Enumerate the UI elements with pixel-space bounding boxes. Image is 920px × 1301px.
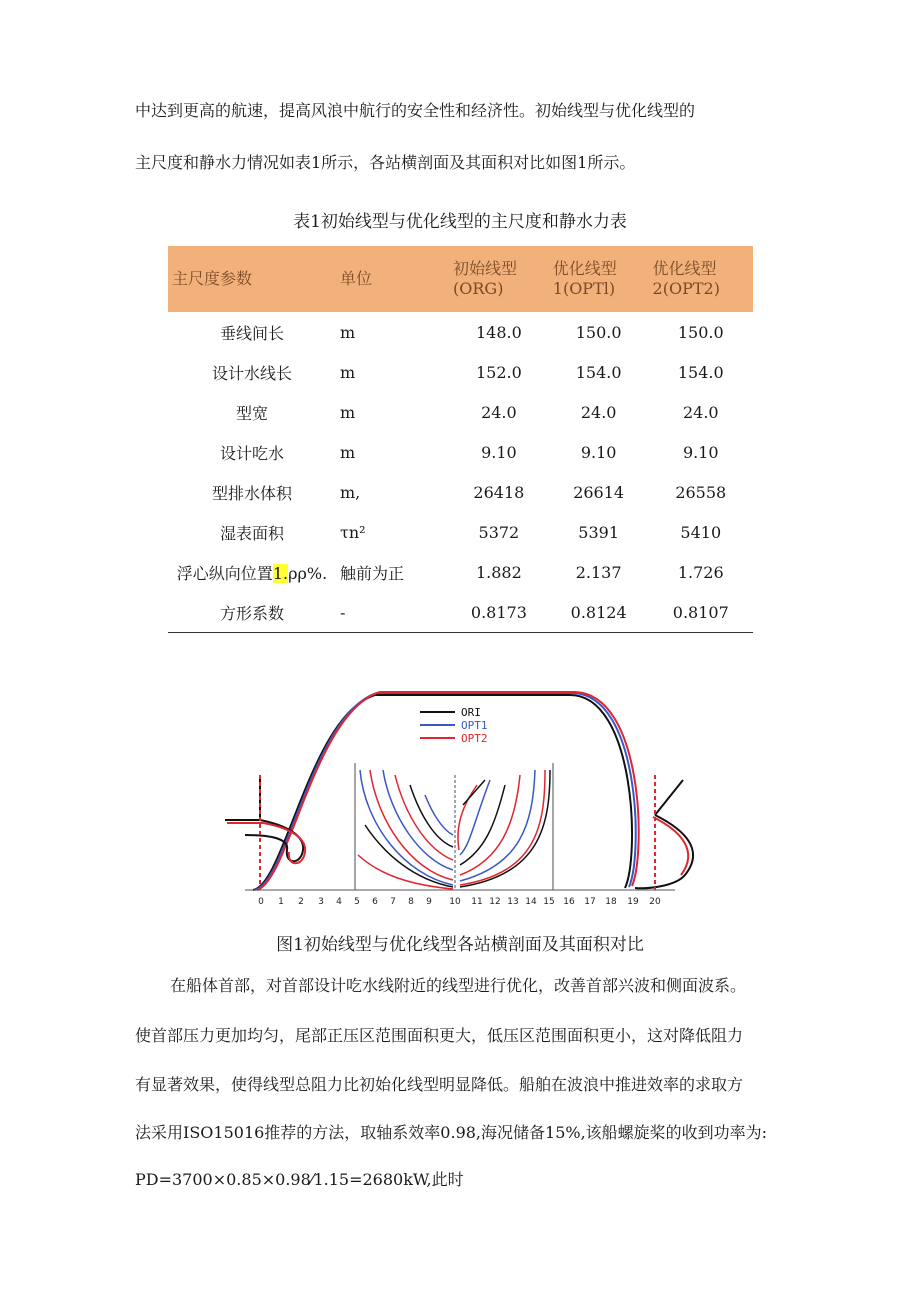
row-opt2: 154.0 (677, 362, 724, 382)
highlighted-text: 1. (272, 563, 289, 583)
row-opt1: 154.0 (575, 362, 622, 382)
table-caption: 表1初始线型与优化线型的主尺度和静水力表 (293, 212, 627, 232)
legend-opt2: OPT2 (461, 732, 488, 745)
row-org: 152.0 (475, 362, 522, 382)
station-label: 12 (489, 897, 501, 907)
row-org: 9.10 (481, 442, 517, 462)
row-unit: 触前为正 (340, 563, 405, 583)
area-curve-opt1 (255, 693, 636, 890)
hull-sections-figure (215, 675, 695, 910)
row-name: 方形系数 (168, 592, 336, 633)
row-unit: m (340, 442, 356, 462)
station-label: 3 (318, 897, 324, 907)
row-name-tail: ρρ%. (288, 563, 328, 583)
body-line-4: 法采用ISO15016推荐的方法，取轴系效率0.98,海况储备15%,该船螺旋桨的收到功率为: (135, 1123, 768, 1142)
station-label: 20 (649, 897, 661, 907)
row-opt1: 5391 (578, 522, 619, 542)
row-opt2: 0.8107 (649, 592, 753, 633)
row-opt2: 150.0 (677, 322, 724, 342)
row-unit: m, (340, 482, 361, 502)
header-unit: 单位 (340, 269, 373, 288)
station-label: 8 (408, 897, 414, 907)
row-opt2: 1.726 (677, 562, 724, 582)
body-line-5: PD=3700×0.85×0.98⁄1.15=2680kW,此时 (135, 1170, 464, 1189)
row-name: 型宽 (235, 403, 268, 423)
station-label: 6 (372, 897, 378, 907)
row-unit: m (340, 402, 356, 422)
row-opt1: 9.10 (580, 442, 617, 462)
station-label: 5 (354, 897, 360, 907)
row-opt2: 5410 (680, 522, 722, 542)
body-line-2: 使首部压力更加均匀，尾部正压区范围面积更大，低压区范围面积更小，这对降低阻力 (135, 1026, 744, 1045)
station-label: 16 (563, 897, 575, 907)
row-unit: τn² (340, 522, 366, 542)
header-opt2-line2: 2(OPT2) (652, 279, 720, 298)
header-opt2-line1: 优化线型 (652, 259, 717, 278)
row-opt1: 150.0 (575, 322, 622, 342)
station-label: 17 (584, 897, 596, 907)
station-label: 19 (627, 897, 639, 907)
spec-table (168, 246, 753, 633)
station-label: 11 (471, 897, 483, 907)
row-org: 1.882 (475, 562, 522, 582)
station-label: 2 (298, 897, 304, 907)
figure-caption: 图1初始线型与优化线型各站横剖面及其面积对比 (276, 935, 644, 955)
station-label: 14 (525, 897, 537, 907)
legend-opt1: OPT1 (461, 719, 488, 732)
station-label: 0 (258, 897, 264, 907)
header-org-line2: (ORG) (453, 279, 504, 298)
table-row (168, 592, 753, 633)
row-opt1: 2.137 (575, 562, 622, 582)
row-opt2: 26558 (675, 482, 727, 502)
row-name: 设计吃水 (219, 443, 284, 463)
header-param: 主尺度参数 (172, 269, 253, 288)
row-org: 5372 (478, 522, 520, 542)
station-label: 13 (507, 897, 519, 907)
station-label: 1 (278, 897, 284, 907)
station-label: 9 (426, 897, 432, 907)
legend-ori: ORI (461, 706, 481, 719)
header-org (449, 246, 549, 312)
row-org: 148.0 (475, 322, 522, 342)
table-row (168, 352, 753, 392)
row-name: 垂线间长 (219, 323, 284, 343)
row-opt2: 9.10 (682, 442, 719, 462)
intro-line-1: 中达到更高的航速，提高风浪中航行的安全性和经济性。初始线型与优化线型的 (135, 101, 696, 120)
row-org: 24.0 (481, 402, 517, 422)
body-line-1: 在船体首部，对首部设计吃水线附近的线型进行优化，改善首部兴波和侧面波系。 (170, 976, 747, 995)
bow-profile (635, 775, 693, 890)
table-row (168, 472, 753, 512)
station-axis (258, 897, 661, 907)
row-unit: m (340, 362, 356, 382)
header-opt1 (549, 246, 649, 312)
table-header-row (168, 246, 753, 312)
station-label: 4 (336, 897, 342, 907)
body-plan (355, 763, 553, 890)
row-opt1: 26614 (573, 482, 625, 502)
row-name: 湿表面积 (219, 523, 284, 543)
station-label: 18 (605, 897, 617, 907)
row-opt1: 0.8124 (549, 592, 649, 633)
figure-legend (420, 706, 488, 745)
header-opt1-line1: 优化线型 (552, 259, 617, 278)
header-opt2 (649, 246, 753, 312)
body-line-3: 有显著效果，使得线型总阻力比初始化线型明显降低。船舶在波浪中推进效率的求取方 (135, 1075, 744, 1094)
table-row (168, 392, 753, 432)
table-row (168, 312, 753, 352)
intro-line-2: 主尺度和静水力情况如表1所示，各站横剖面及其面积对比如图1所示。 (135, 153, 636, 172)
row-opt1: 24.0 (580, 402, 617, 422)
station-label: 10 (449, 897, 461, 907)
row-name: 型排水体积 (211, 483, 292, 503)
header-opt1-line2: 1(OPTl) (552, 279, 616, 298)
area-curve-opt2 (257, 692, 639, 890)
row-unit: - (336, 592, 449, 633)
table-row (168, 552, 753, 592)
row-org: 26418 (473, 482, 525, 502)
header-org-line1: 初始线型 (453, 259, 518, 278)
table-row (168, 512, 753, 552)
row-org: 0.8173 (449, 592, 549, 633)
table-row (168, 432, 753, 472)
station-label: 15 (543, 897, 555, 907)
row-name (168, 552, 336, 592)
row-name-text: 浮心纵向位置 (176, 563, 273, 583)
row-opt2: 24.0 (682, 402, 719, 422)
station-label: 7 (390, 897, 396, 907)
stern-profile (225, 775, 305, 890)
row-name: 设计水线长 (211, 363, 292, 383)
row-unit: m (340, 322, 356, 342)
